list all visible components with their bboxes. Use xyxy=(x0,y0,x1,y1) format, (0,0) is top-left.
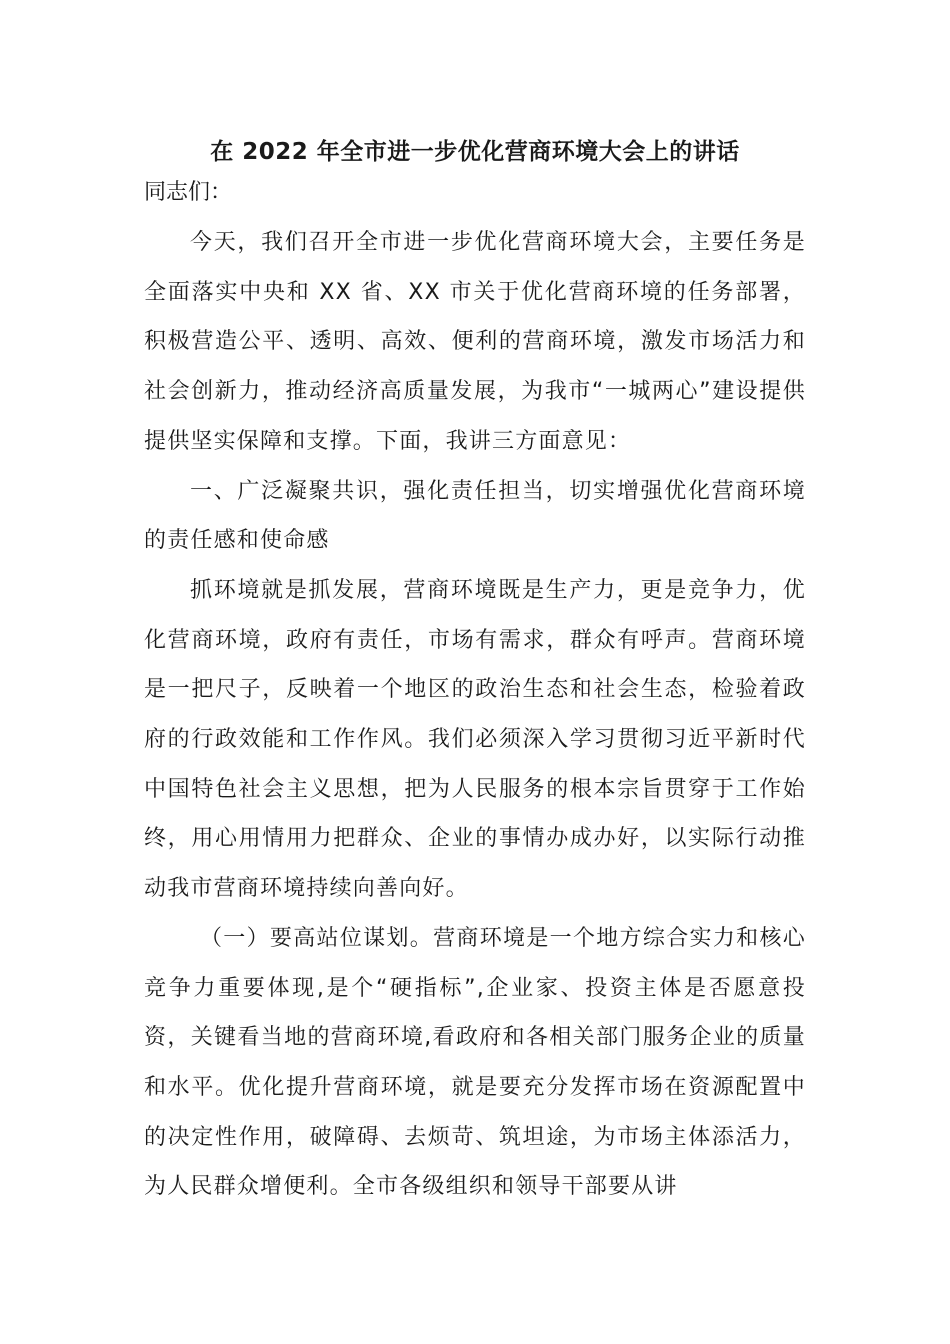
paragraph-subsection-1: （一）要高站位谋划。营商环境是一个地方综合实力和核心竞争力重要体现,是个“硬指标”,企业家、投资主体是否愿意投资，关键看当地的营商环境,看政府和各相关部门服务企业的质量和水平。优化提升营商环境，就是要充分发挥市场在资源配置中的决定性作用，破障碍、去烦苛、筑坦途，为市场主体添活力，为人民群众增便利。全市各级组织和领导干部要从讲 xyxy=(144,925,806,1200)
salutation: 同志们： xyxy=(144,180,233,205)
document-title: 在 2022 年全市进一步优化营商环境大会上的讲话 xyxy=(210,139,740,165)
paragraph-intro: 今天，我们召开全市进一步优化营商环境大会，主要任务是全面落实中央和 XX 省、XX 市关于优化营商环境的任务部署，积极营造公平、透明、高效、便利的营商环境，激发市场活力和社会创新力，推动经济高质量发展，为我市“一城两心”建设提供提供坚实保障和支撑。下面，我讲三方面意见： xyxy=(144,230,806,454)
section-heading-1: 一、广泛凝聚共识，强化责任担当，切实增强优化营商环境的责任感和使命感 xyxy=(144,478,806,554)
document-page xyxy=(144,130,806,1212)
paragraph-body-1: 抓环境就是抓发展，营商环境既是生产力，更是竞争力，优化营商环境，政府有责任，市场有需求，群众有呼声。营商环境是一把尺子，反映着一个地区的政治生态和社会生态，检验着政府的行政效能和工作作风。我们必须深入学习贯彻习近平新时代中国特色社会主义思想，把为人民服务的根本宗旨贯穿于工作始终，用心用情用力把群众、企业的事情办成办好，以实际行动推动我市营商环境持续向善向好。 xyxy=(144,577,806,902)
